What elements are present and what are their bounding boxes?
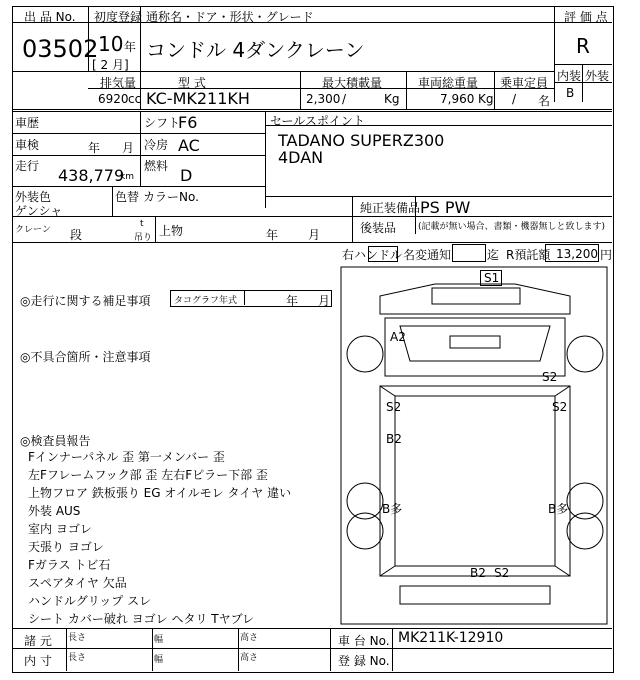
rating-value: R — [576, 34, 590, 58]
shift-label: シフト — [144, 116, 181, 130]
spec-label: 諸 元 — [24, 634, 52, 648]
divider — [12, 628, 612, 629]
mileage-label: 走行 — [15, 159, 40, 173]
divider — [554, 64, 612, 65]
recycle-label: R預託額 — [506, 248, 551, 262]
vehicle-description-label: 通称名・ドア・形状・グレード — [146, 10, 314, 24]
lot-number: 03502 — [22, 35, 99, 63]
inspector-report-label: ◎検査員報告 — [20, 434, 91, 448]
length-label: 長さ — [68, 633, 87, 643]
displacement-value: 6920 — [98, 92, 129, 106]
gross-weight-value: 7,960 — [440, 92, 475, 106]
name-change-label: 名変通知 — [403, 248, 452, 262]
upper-structure-month: 月 — [308, 228, 321, 242]
tachograph-month: 月 — [318, 294, 331, 308]
name-change-until: 迄 — [487, 248, 500, 262]
inspector-line: スペアタイヤ 欠品 — [28, 576, 127, 590]
driving-notes-label: ◎走行に関する補足事項 — [20, 294, 151, 308]
damage-mark: S2 — [386, 400, 402, 414]
tachograph-year: 年 — [286, 294, 299, 308]
crane-lift: 吊り — [134, 233, 153, 243]
mileage-unit: km — [120, 172, 134, 182]
inspector-line: 上物フロア 鉄板張り EG オイルモレ タイヤ 違い — [28, 486, 292, 500]
displacement-unit: cc — [128, 92, 142, 106]
divider — [66, 628, 67, 671]
divider — [554, 22, 612, 23]
genuine-equipment-label: 純正装備品 — [360, 201, 421, 215]
history-label: 車歴 — [15, 116, 40, 130]
name-change-box — [452, 244, 486, 262]
inspection-year: 年 — [88, 141, 101, 155]
crane-stage: 段 — [70, 228, 83, 242]
divider — [406, 71, 407, 109]
registration-month: [ 2 月] — [92, 58, 129, 72]
inspector-line: Fガラス トビ石 — [28, 558, 111, 572]
rating-label: 評 価 点 — [564, 10, 608, 24]
displacement-label: 排気量 — [100, 76, 137, 90]
divider — [300, 71, 301, 109]
height-label: 高さ — [240, 633, 259, 643]
divider — [12, 71, 88, 72]
capacity-unit: 名 — [538, 94, 551, 108]
damage-mark: S2 — [494, 566, 510, 580]
divider — [12, 648, 612, 649]
upper-structure-label: 上物 — [159, 224, 184, 238]
inspector-line: 天張り ヨゴレ — [28, 540, 104, 554]
divider — [554, 82, 612, 83]
inspector-line: 外装 AUS — [28, 504, 81, 518]
fuel-label: 燃料 — [144, 159, 169, 173]
divider — [12, 216, 112, 217]
damage-mark: S1 — [484, 271, 500, 285]
aftermarket-note: (記載が無い場合、書類・機器無しと致します) — [418, 222, 606, 232]
crane-label: クレーン — [15, 225, 51, 235]
divider — [494, 71, 495, 109]
divider — [12, 109, 612, 110]
ac-value: AC — [178, 136, 200, 155]
damage-mark: B2 — [470, 566, 486, 580]
exterior-color-value: ゲンシャ — [15, 204, 63, 218]
divider — [12, 155, 265, 156]
recycle-amount: 13,200 — [556, 247, 598, 261]
divider — [352, 196, 353, 242]
color-change-label: 色替 — [115, 190, 140, 204]
inspector-line: シート カバー破れ ヨゴレ ヘタリ Tヤブレ — [28, 612, 255, 626]
divider — [140, 22, 141, 71]
model-type-label: 型 式 — [178, 76, 206, 90]
divider — [112, 186, 113, 216]
width-label: 幅 — [154, 635, 164, 645]
gross-weight-label: 車両総重量 — [418, 76, 479, 90]
max-load-separator: / — [342, 92, 347, 106]
divider — [12, 133, 265, 134]
crane-ton: t — [140, 219, 144, 229]
divider — [582, 64, 583, 102]
gross-weight-unit: Kg — [478, 92, 494, 106]
yen-unit: 円 — [600, 248, 613, 262]
interior-rating: B — [566, 86, 575, 100]
model-name: コンドル 4ダンクレーン — [146, 38, 365, 62]
damage-mark: B多 — [548, 502, 569, 516]
inspector-line: Fインナーパネル 歪 第一メンバー 歪 — [28, 450, 225, 464]
divider — [392, 628, 393, 671]
color-number-label: カラーNo. — [143, 190, 199, 204]
mileage-value: 438,779 — [58, 166, 125, 185]
divider — [265, 196, 612, 197]
sales-point-label: セールスポイント — [270, 114, 365, 128]
damage-mark: A2 — [390, 330, 406, 344]
divider — [12, 186, 265, 187]
divider — [88, 71, 554, 72]
shift-value: F6 — [178, 113, 198, 132]
width-label: 幅 — [154, 655, 164, 665]
sales-point-line-1: TADANO SUPERZ300 — [278, 131, 445, 150]
aftermarket-label: 後装品 — [360, 221, 397, 235]
genuine-equipment-value: PS PW — [420, 198, 471, 217]
divider — [152, 628, 153, 671]
length-label: 長さ — [68, 653, 87, 663]
chassis-number-label: 車 台 No. — [338, 634, 390, 648]
first-registration-label: 初度登録 — [94, 10, 143, 24]
damage-mark: B2 — [386, 432, 402, 446]
sales-point-line-2: 4DAN — [278, 148, 324, 167]
divider — [238, 628, 239, 671]
inner-dimensions-label: 内 寸 — [24, 654, 52, 668]
divider — [330, 628, 331, 671]
inspector-line: 室内 ヨゴレ — [28, 522, 92, 536]
inspector-line: 左Fフレームフック部 歪 左右Fピラー下部 歪 — [28, 468, 268, 482]
max-load-label: 最大積載量 — [322, 76, 383, 90]
damage-mark: S2 — [552, 400, 568, 414]
inspection-month: 月 — [122, 141, 135, 155]
divider — [244, 290, 245, 305]
divider — [155, 216, 156, 242]
max-load-unit: Kg — [384, 92, 400, 106]
inspector-line: ハンドルグリップ スレ — [28, 594, 152, 608]
ac-label: 冷房 — [144, 138, 169, 152]
year-unit: 年 — [124, 40, 137, 54]
model-code: KC-MK211KH — [146, 89, 250, 108]
right-handle-label: 右ハンドル — [342, 248, 403, 262]
tachograph-label: タコグラフ年式 — [174, 296, 238, 306]
registration-number-label: 登 録 No. — [338, 654, 390, 668]
damage-mark: S2 — [542, 370, 558, 384]
exterior-rating-label: 外装 — [585, 69, 610, 83]
chassis-number: MK211K-12910 — [398, 630, 504, 646]
interior-rating-label: 内装 — [557, 69, 582, 83]
upper-structure-year: 年 — [266, 228, 279, 242]
fuel-value: D — [180, 166, 193, 185]
capacity-label: 乗車定員 — [500, 76, 549, 90]
damage-mark: B多 — [382, 502, 403, 516]
divider — [112, 216, 612, 217]
lot-number-label: 出 品 No. — [24, 10, 76, 24]
defects-label: ◎不具合箇所・注意事項 — [20, 350, 151, 364]
divider — [140, 111, 141, 186]
divider — [554, 6, 555, 102]
inspection-label: 車検 — [15, 138, 40, 152]
max-load-value: 2,300 — [306, 92, 341, 106]
registration-year: 10 — [98, 32, 124, 56]
height-label: 高さ — [240, 653, 259, 663]
exterior-color-label: 外装色 — [15, 190, 52, 204]
capacity-separator: / — [512, 92, 517, 106]
